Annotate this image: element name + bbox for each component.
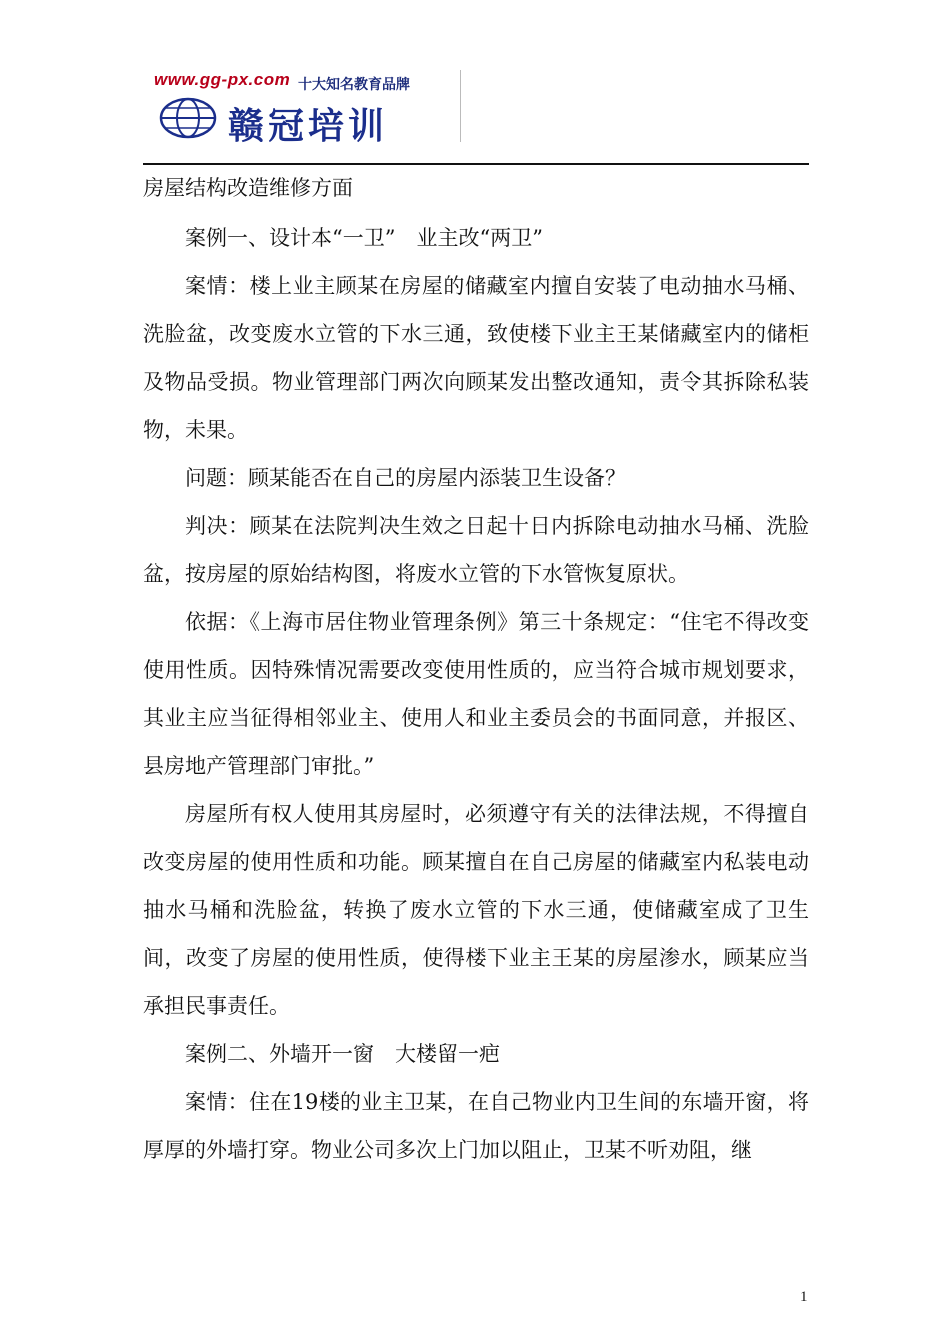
section-title: 房屋结构改造维修方面: [143, 176, 353, 200]
case-heading: 案例二、外墙开一窗 大楼留一疤: [185, 1042, 500, 1066]
paragraph: 房屋所有权人使用其房屋时，必须遵守有关的法律法规，不得擅自改变房屋的使用性质和功能。顾某擅自在自己房屋的储藏室内私装电动抽水马桶和洗脸盆，转换了废水立管的下水三通，使储藏室成了卫生间，改变了房屋的使用性质，使得楼下业主王某的房屋渗水，顾某应当承担民事责任。: [143, 802, 809, 1018]
logo-divider: [460, 70, 461, 142]
case-heading: 案例一、设计本“一卫” 业主改“两卫”: [185, 226, 543, 250]
paragraph: 依据：《上海市居住物业管理条例》第三十条规定：“住宅不得改变使用性质。因特殊情况需要改变使用性质的，应当符合城市规划要求，其业主应当征得相邻业主、使用人和业主委员会的书面同意，并报区、县房地产管理部门审批。”: [143, 610, 809, 778]
globe-icon: [158, 96, 218, 140]
paragraph: 问题：顾某能否在自己的房屋内添装卫生设备？: [185, 466, 626, 490]
paragraph: 案情：楼上业主顾某在房屋的储藏室内擅自安装了电动抽水马桶、洗脸盆，改变废水立管的下水三通，致使楼下业主王某储藏室内的储柜及物品受损。物业管理部门两次向顾某发出整改通知，责令其拆除私装物，未果。: [143, 274, 809, 442]
logo-url-text: www.gg-px.com: [154, 70, 291, 89]
logo-slogan: 十大知名教育品牌: [298, 77, 410, 93]
paragraph: 判决：顾某在法院判决生效之日起十日内拆除电动抽水马桶、洗脸盆，按房屋的原始结构图，将废水立管的下水管恢复原状。: [143, 514, 809, 586]
header-rule: [143, 163, 809, 165]
logo-brand: 赣冠培训: [228, 106, 389, 147]
page-number: 1: [800, 1289, 808, 1305]
company-logo: [150, 66, 465, 146]
paragraph: 案情：住在19楼的业主卫某，在自己物业内卫生间的东墙开窗，将厚厚的外墙打穿。物业公司多次上门加以阻止，卫某不听劝阻，继: [143, 1090, 809, 1162]
document-body: [143, 170, 809, 1174]
